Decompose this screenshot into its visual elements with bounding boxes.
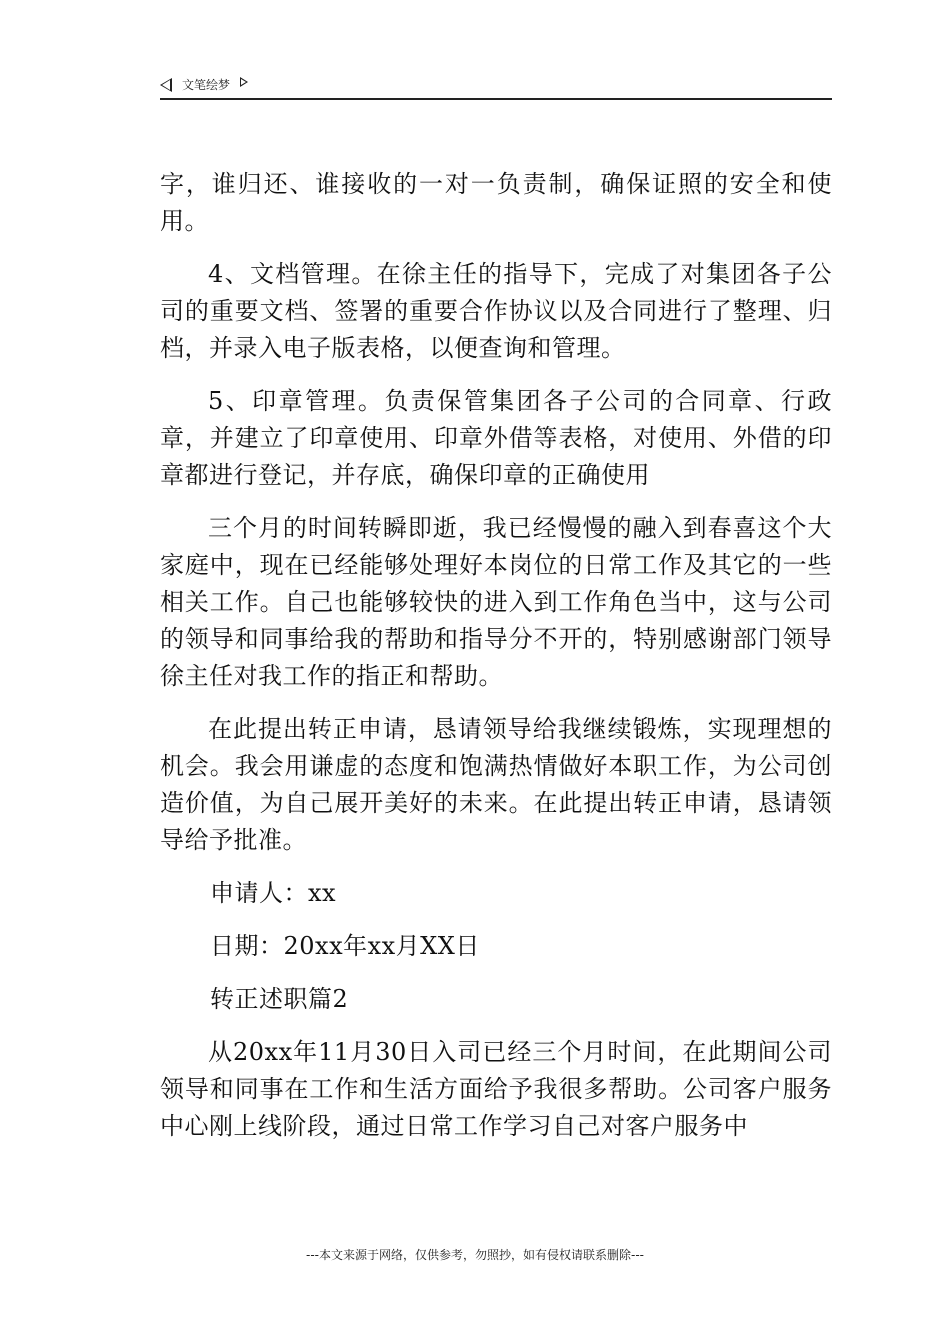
page-header — [160, 70, 832, 100]
paragraph-section2-intro: 从20xx年11月30日入司已经三个月时间，在此期间公司领导和同事在工作和生活方面给予我很多帮助。公司客户服务中心刚上线阶段，通过日常工作学习自己对客户服务中 — [160, 1038, 832, 1140]
paragraph-seal-management: 5、印章管理。负责保管集团各子公司的合同章、行政章，并建立了印章使用、印章外借等表格，对使用、外借的印章都进行登记，并存底，确保印章的正确使用 — [160, 387, 832, 489]
paragraph-summary: 三个月的时间转瞬即逝，我已经慢慢的融入到春喜这个大家庭中，现在已经能够处理好本岗位的日常工作及其它的一些相关工作。自己也能够较快的进入到工作角色当中，这与公司的领导和同事给我的帮助和指导分不开的，特别感谢部门领导徐主任对我工作的指正和帮助。 — [160, 514, 832, 690]
applicant-line: 申请人：xx — [210, 879, 337, 907]
triangle-right-icon — [240, 77, 248, 87]
header-brand — [160, 76, 248, 93]
paragraph-continuation: 字，谁归还、谁接收的一对一负责制，确保证照的安全和使用。 — [160, 170, 832, 235]
paragraph-request: 在此提出转正申请，恳请领导给我继续锻炼，实现理想的机会。我会用谦虚的态度和饱满热情做好本职工作，为公司创造价值，为自己展开美好的未来。在此提出转正申请，恳请领导给予批准。 — [160, 715, 832, 854]
page-footer: ---本文来源于网络，仅供参考，勿照抄，如有侵权请联系删除--- — [306, 1248, 644, 1262]
document-body — [160, 166, 832, 1161]
section-title: 转正述职篇2 — [210, 985, 349, 1013]
brand-name: 文笔绘梦 — [182, 78, 231, 92]
triangle-left-icon — [160, 78, 172, 92]
date-line: 日期：20xx年xx月XX日 — [210, 932, 480, 960]
paragraph-document-management: 4、文档管理。在徐主任的指导下，完成了对集团各子公司的重要文档、签署的重要合作协议以及合同进行了整理、归档，并录入电子版表格，以便查询和管理。 — [160, 260, 832, 362]
